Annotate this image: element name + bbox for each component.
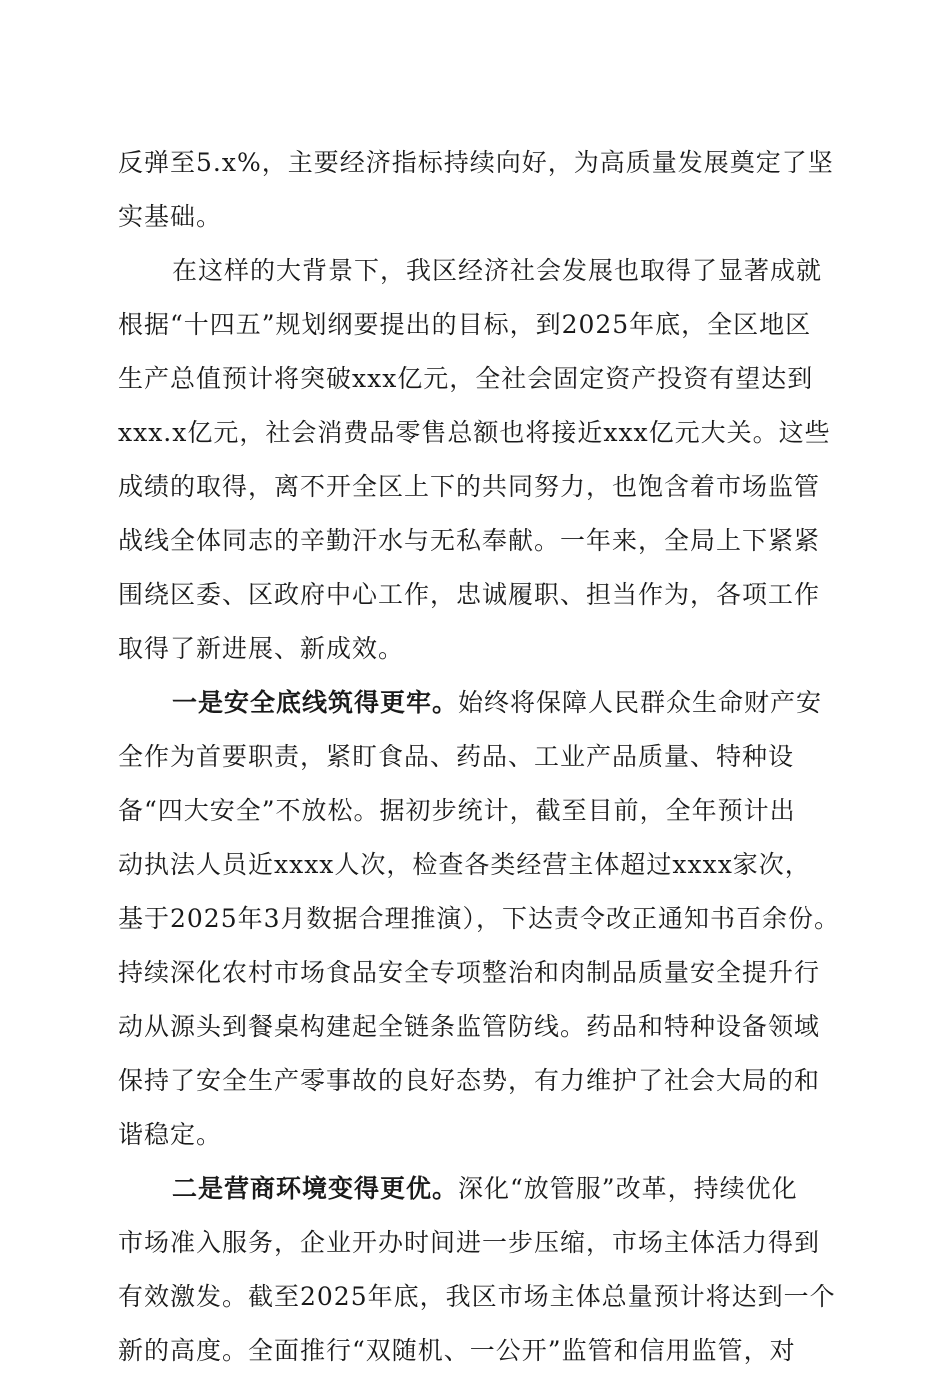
paragraph-line: 保持了安全生产零事故的良好态势，有力维护了社会大局的和 [118,1066,821,1095]
paragraph-line: 动执法人员近xxxx人次，检查各类经营主体超过xxxx家次， [118,850,811,879]
paragraph-2 [118,244,832,676]
paragraph-first-line [118,676,832,730]
paragraph-line: 新的高度。全面推行“双随机、一公开”监管和信用监管，对 [118,1336,796,1365]
paragraph-line: 战线全体同志的辛勤汗水与无私奉献。一年来，全局上下紧紧 [118,526,821,555]
paragraph-line: 实基础。 [118,202,223,231]
paragraph-line: 谐稳定。 [118,1120,223,1149]
paragraph-line: 反弹至5.x%，主要经济指标持续向好，为高质量发展奠定了坚 [118,148,834,177]
paragraph-line: 围绕区委、区政府中心工作，忠诚履职、担当作为，各项工作 [118,580,821,609]
paragraph-line: xxx.x亿元，社会消费品零售总额也将接近xxx亿元大关。这些 [118,418,831,447]
paragraph-line: 全作为首要职责，紧盯食品、药品、工业产品质量、特种设 [118,742,795,771]
paragraph-lead: 一是安全底线筑得更牢。 [172,688,459,717]
paragraph-1 [118,136,832,244]
paragraph-line-text: 始终将保障人民群众生命财产安 [458,688,823,717]
document-body [118,136,841,1378]
paragraph-3 [118,676,841,1162]
paragraph-4 [118,1162,836,1378]
paragraph-line: 取得了新进展、新成效。 [118,634,405,663]
paragraph-line: 基于2025年3月数据合理推演），下达责令改正通知书百余份。 [118,904,841,933]
paragraph-lead: 二是营商环境变得更优。 [172,1174,459,1203]
paragraph-line-text: 深化“放管服”改革，持续优化 [458,1174,798,1203]
paragraph-line: 在这样的大背景下，我区经济社会发展也取得了显著成就 [172,256,823,285]
paragraph-line: 市场准入服务，企业开办时间进一步压缩，市场主体活力得到 [118,1228,821,1257]
paragraph-line: 有效激发。截至2025年底，我区市场主体总量预计将达到一个 [118,1282,836,1311]
paragraph-line: 生产总值预计将突破xxx亿元，全社会固定资产投资有望达到 [118,364,814,393]
paragraph-line: 成绩的取得，离不开全区上下的共同努力，也饱含着市场监管 [118,472,821,501]
paragraph-line: 动从源头到餐桌构建起全链条监管防线。药品和特种设备领域 [118,1012,821,1041]
paragraph-line: 持续深化农村市场食品安全专项整治和肉制品质量安全提升行 [118,958,821,987]
paragraph-first-line [118,1162,832,1216]
paragraph-line: 备“四大安全”不放松。据初步统计，截至目前，全年预计出 [118,796,796,825]
paragraph-line: 根据“十四五”规划纲要提出的目标，到2025年底，全区地区 [118,310,812,339]
